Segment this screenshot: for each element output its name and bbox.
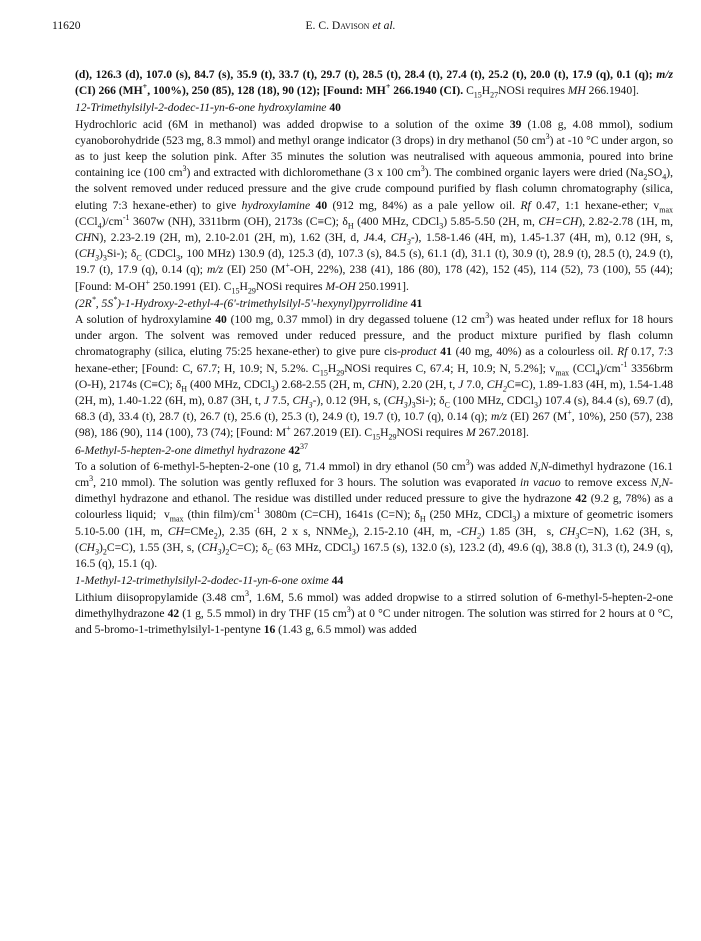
paragraph-oxime-44: Lithium diisopropylamide (3.48 $cm^3$, 1.6M, 5.6 mmol) was added dropwise to a stirred solution of 6-methyl-5-hepten-2-one dimethylhydrazone 42 (1 g, 5.5 mmol) in dry THF (15 $cm^3$) at 0 °C under nitrogen. The solution was stirred for 2 hours at 0 °C, and 5-bromo-1-trimethylsilyl-1-pentyne 16 (1.43 g, 6.5 mmol) was added — [75, 588, 674, 636]
paragraph-hydroxylamine-40: Hydrochloric acid (6M in methanol) was added dropwise to a solution of the oxime 39 (1.08 g, 4.08 mmol), sodium cyanoborohydride (523 mg, 8.3 mmol) and methyl orange indicator (3 drops) in dry methanol (50 $cm^3$) at -10 °C under argon, so as to just keep the solution pink. After 35 minutes the solution was neutralised with aqueous ammonia, poured into brine containing ice (100 $cm^3$) and extracted with dichloromethane (3 x 100 $cm^3$). The combined organic layers were dried $(Na_2SO_4)$, the solvent removed under reduced pressure and the give crude compound purified by flash column chromatography (silica, eluting 7:3 hexane-ether) to give hydroxylamine 40 (912 mg, 84%) as a pale yellow oil. Rf 0.47, 1:1 hexane-ether; $v_{max}$ $(CCl_4)/cm^{-1}$ 3607w (NH), 3311brm (OH), 2173s (C≡C); $\delta_H$ (400 MHz, CDCl$_3$) 5.85-5.50 (2H, m, CH=CH), 2.82-2.78 (1H, m, CHN), 2.23-2.19 (2H, m), 2.10-2.01 (2H, m), 1.62 (3H, d, J4.4, $CH_3-$), 1.58-1.46 (4H, m), 1.45-1.37 (4H, m), 0.12 (9H, s, $(CH_3)_3Si-$); $\delta_C$ (CDCl$_3$, 100 MHz) 130.9 (d), 125.3 (d), 107.3 (s), 84.5 (s), 61.1 (d), 31.1 (t), 30.9 (t), 28.9 (t), 28.5 (t), 24.9 (t), 19.7 (t), 17.9 (q), 0.14 (q); m/z (EI) 250 (M+-OH, 22%), 238 (41), 186 (80), 178 (42), 152 (45), 114 (52), 73 (100), 55 (44); [Found: M-OH+ 250.1991 (EI). $C_{15}H_{29}NOSi$ requires M-OH 250.1991]. — [75, 117, 674, 295]
paragraph-pyrrolidine-41: A solution of hydroxylamine 40 (100 mg, 0.37 mmol) in dry degassed toluene (12 $cm^3$) was heated under reflux for 18 hours under argon. The solvent was removed under reduced pressure, and the product mixture purified by flash column chromatography (silica, eluting 75:25 hexane-ether) to give pure cis-product 41 (40 mg, 40%) as a colourless oil. Rf 0.17, 7:3 hexane-ether; [Found: C, 67.7; H, 10.9; N, 5.2%. $C_{15}H_{29}NOSi$ requires C, 67.4; H, 10.9; N, 5.2%]; $v_{max}$ $(CCl_4)/cm^{-1}$ 3356brm (O-H), 2174s (C≡C); $\delta_H$ (400 MHz, CDCl$_3$) 2.68-2.55 (2H, m, CHN), 2.20 (2H, t, J 7.0, $CH_2C\equiv C$), 1.89-1.83 (4H, m), 1.54-1.48 (2H, m), 1.40-1.22 (6H, m), 0.87 (3H, t, J 7.5, $CH_3-$), 0.12 (9H, s, $(CH_3)_3Si-$); $\delta_C$ (100 MHz, CDCl$_3$) 107.4 (s), 84.4 (s), 69.7 (d), 68.3 (d), 33.4 (t), 28.7 (t), 26.7 (t), 25.6 (t), 25.3 (t), 24.9 (t), 19.7 (t), 10.7 (q), 0.14 (q); m/z (EI) 267 (M+, 10%), 250 (57), 238 (98), 186 (90), 114 (100), 73 (74); [Found: M+ 267.2019 (EI). $C_{15}H_{29}NOSi$ requires M 267.2018]. — [75, 311, 674, 442]
heading-hydroxylamine-40: 12-Trimethylsilyl-2-dodec-11-yn-6-one hydroxylamine 40 — [75, 101, 341, 115]
running-title: E. C. Davison et al. — [305, 19, 396, 32]
heading-pyrrolidine-41: (2R*, 5S*)-1-Hydroxy-2-ethyl-4-(6'-trimethylsilyl-5'-hexynyl)pyrrolidine 41 — [75, 294, 423, 310]
page-number: 11620 — [52, 19, 81, 32]
heading-oxime-44: 1-Methyl-12-trimethylsilyl-2-dodec-11-yn-6-one oxime 44 — [75, 574, 344, 588]
article-body — [75, 67, 673, 638]
paragraph-continuation: (d), 126.3 (d), 107.0 (s), 84.7 (s), 35.9 (t), 33.7 (t), 29.7 (t), 28.5 (t), 28.4 (t), 27.4 (t), 25.2 (t), 20.0 (t), 17.9 (q), 0.1 (q); m/z (CI) 266 (MH+, 100%), 250 (85), 128 (18), 90 (12); [Found: MH+ 266.1940 (CI). $C_{15}H_{27}NOSi$ requires MH 266.1940]. — [75, 68, 673, 100]
heading-hydrazone-42: 6-Methyl-5-hepten-2-one dimethyl hydrazone $42^{37}$ — [75, 441, 309, 457]
paragraph-hydrazone-42: To a solution of 6-methyl-5-hepten-2-one (10 g, 71.4 mmol) in dry ethanol (50 $cm^3$) was added N,N-dimethyl hydrazone (16.1 $cm^3$, 210 mmol). The solution was gently refluxed for 3 hours. The solution was evaporated in vacuo to remove excess N,N-dimethyl hydrazone and ethanol. The residue was distilled under reduced pressure to give the hydrazone 42 (9.2 g, 78%) as a colourless liquid; $v_{max}$ (thin $film)/cm^{-1}$ 3080m (C=CH), 1641s (C=N); $\delta_H$ (250 MHz, CDCl$_3$) a mixture of geometric isomers 5.10-5.00 (1H, m, CH=CMe$_2$), 2.35 (6H, 2 x s, NNMe$_2$), 2.15-2.10 (4H, m, $-CH_2$) 1.85 (3H, s, $CH_3C=N$), 1.62 (3H, s, $(CH_3)_2C=C$), 1.55 (3H, s, $(CH_3)_2C=C$); $\delta_C$ (63 MHz, CDCl$_3$) 167.5 (s), 132.0 (s), 123.2 (d), 49.6 (q), 38.8 (t), 31.3 (t), 24.9 (q), 16.5 (q), 15.1 (q). — [75, 458, 674, 571]
reference-superscript: 37 — [300, 441, 309, 451]
p0-text: (d), 126.3 (d), 107.0 (s), 84.7 (s), 35.9 (t), 33.7 (t), 29.7 (t), 28.5 (t), 28.4 (t), 27.4 (t), 25.2 (t), 20.0 (t), 17.9 (q), 0.1 (q); m/z (CI) 266 (MH+, 100%), 250 (85), 128 (18), 90 (12); [Found: MH+ 266.1940 (CI). — [75, 68, 673, 98]
